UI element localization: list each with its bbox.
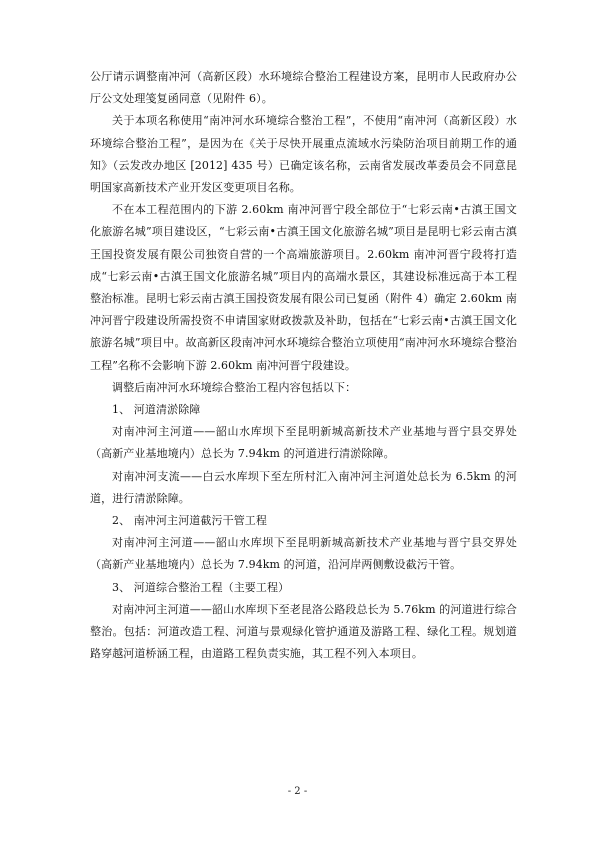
paragraph: 不在本工程范围内的下游 2.60km 南冲河晋宁段全部位于“七彩云南•古滇王国文化旅游名城”项目建设区，“七彩云南•古滇王国文化旅游名城”项目是昆明七彩云南古滇王国投资发展有限公司独资自营的一个高端旅游项目。2.60km 南冲河晋宁段将打造成“七彩云南•古滇王国文化旅游名城”项目内的高端水景区，其建设标准远高于本工程整治标准。昆明七彩云南古滇王国投资发展有限公司已复函（附件 4）确定 2.60km 南冲河晋宁段建设所需投资不申请国家财政拨款及补助，包括在“七彩云南•古滇王国文化旅游名城”项目中。故高新区段南冲河水环境综合整治立项使用“南冲河水环境综合整治工程”名称不会影响下游 2.60km 南冲河晋宁段建设。 — [90, 203, 517, 372]
section-heading: 2、 南冲河主河道截污干管工程 — [112, 514, 267, 528]
paragraph: 对南冲河主河道——韶山水库坝下至昆明新城高新技术产业基地与晋宁县交界处（高新产业基地境内）总长为 7.94km 的河道，沿河岸两侧敷设截污干管。 — [90, 536, 517, 572]
paragraph: 对南冲河主河道——韶山水库坝下至老昆洛公路段总长为 5.76km 的河道进行综合整治。包括：河道改造工程、河道与景观绿化管护通道及游路工程、绿化工程。规划道路穿越河道桥涵工程，由道路工程负责实施，其工程不列入本项目。 — [90, 602, 517, 661]
paragraph: 对南冲河主河道——韶山水库坝下至昆明新城高新技术产业基地与晋宁县交界处（高新产业基地境内）总长为 7.94km 的河道进行清淤除障。 — [90, 425, 517, 461]
body-text — [90, 66, 517, 665]
paragraph: 公厅请示调整南冲河（高新区段）水环境综合整治工程建设方案，昆明市人民政府办公厅公文处理笺复函同意（见附件 6）。 — [90, 70, 517, 106]
section-heading: 1、 河道清淤除障 — [112, 403, 201, 417]
page-number: - 2 - — [287, 786, 308, 797]
section-heading: 3、 河道综合整治工程（主要工程） — [112, 580, 290, 594]
paragraph: 关于本项名称使用“南冲河水环境综合整治工程”，不使用“南冲河（高新区段）水环境综合整治工程”，是因为在《关于尽快开展重点流域水污染防治项目前期工作的通知》（云发改办地区 [2012] 435 号）已确定该名称，云南省发展改革委员会不同意昆明国家高新技术产业开发区变更项目名称。 — [90, 114, 517, 195]
paragraph: 调整后南冲河水环境综合整治工程内容包括以下： — [112, 380, 357, 394]
paragraph: 对南冲河支流——白云水库坝下至左所村汇入南冲河主河道处总长为 6.5km 的河道，进行清淤除障。 — [90, 469, 517, 505]
